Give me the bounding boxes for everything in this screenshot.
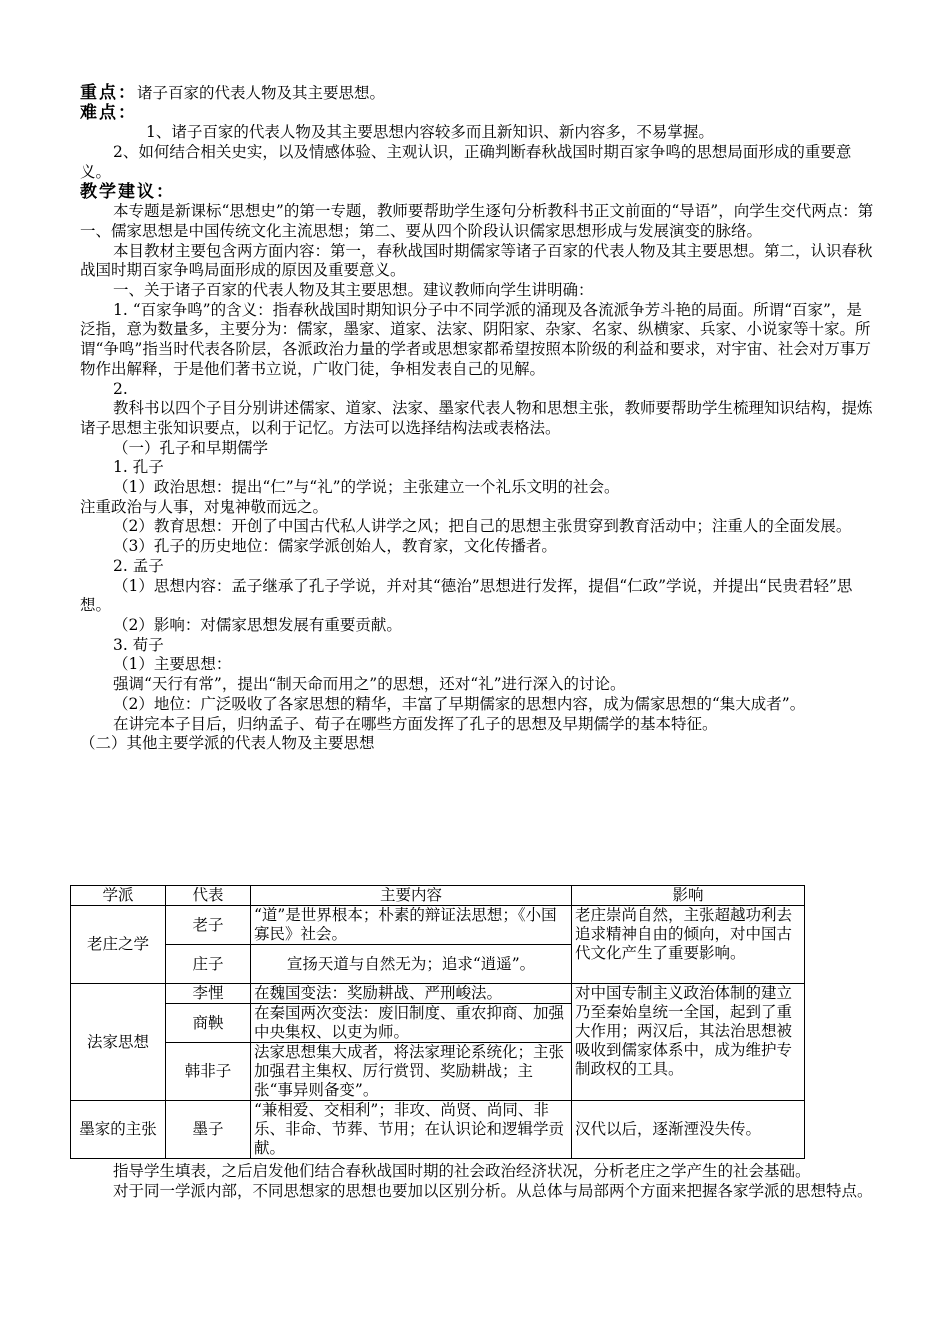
impact-cell: 老庄崇尚自然，主张超越功利去追求精神自由的倾向，对中国古代文化产生了重要影响。 [572,906,805,984]
person-cell: 韩非子 [166,1043,251,1101]
after-table-text [80,1162,875,1201]
table-header: 学派 [71,886,166,906]
table-header-row [71,886,805,906]
xunzi-main: （1）主要思想： [113,655,232,674]
section2-title: （二）其他主要学派的代表人物及主要思想 [80,734,375,753]
section1-title: （一）孔子和早期儒学 [113,438,269,457]
table-header: 代表 [166,886,251,906]
table-row [71,906,805,945]
person-cell: 商鞅 [166,1004,251,1043]
after-paragraph: 对于同一学派内部，不同思想家的思想也要加以区别分析。从总体与局部两个方面来把握各家学派的思想特点。 [113,1181,873,1200]
schools-table [70,885,805,1159]
content-cell: “兼相爱、交相利”；非攻、尚贤、尚同、非乐、非命、节葬、节用；在认识论和逻辑学贡献。 [251,1101,572,1159]
mencius-title: 2. 孟子 [113,556,164,575]
document-body [80,84,875,754]
school-cell: 老庄之学 [71,906,166,984]
person-cell: 李悝 [166,984,251,1004]
xunzi-main-cont: 强调“天行有常”，提出“制天命而用之”的思想，还对“礼”进行深入的讨论。 [113,675,626,694]
confucius-education: （2）教育思想：开创了中国古代私人讲学之风；把自己的思想主张贯穿到教育活动中；注重人的全面发展。 [113,517,852,536]
confucius-politics: （1）政治思想：提出“仁”与“礼”的学说；主张建立一个礼乐文明的社会。 [113,478,620,497]
difficulty-label-line [80,104,875,124]
suggestion-paragraph: 教科书以四个子目分别讲述儒家、道家、法家、墨家代表人物和思想主张，教师要帮助学生梳理知识结构，提炼诸子思想主张知识要点，以利于记忆。方法可以选择结构法或表格法。 [80,399,873,437]
after-paragraph: 指导学生填表，之后启发他们结合春秋战国时期的社会政治经济状况，分析老庄之学产生的社会基础。 [113,1162,811,1180]
suggestion-label: 教学建议： [80,181,175,202]
person-cell: 老子 [166,906,251,945]
content-cell: 在秦国两次变法：废旧制度、重农抑商、加强中央集权、以吏为师。 [251,1004,572,1043]
person-cell: 庄子 [166,945,251,984]
content-cell: 宣扬天道与自然无为；追求“逍遥”。 [251,945,572,984]
table-row [71,1101,805,1159]
person-cell: 墨子 [166,1101,251,1159]
suggestion-paragraph: 一、关于诸子百家的代表人物及其主要思想。建议教师向学生讲明确： [113,281,594,300]
difficulty-item-2: 2、如何结合相关史实，以及情感体验、主观认识，正确判断春秋战国时期百家争鸣的思想局面形成的重要意义。 [80,143,852,181]
suggestion-paragraph: 本专题是新课标“思想史”的第一专题，教师要帮助学生逐句分析教科书正文前面的“导语”，向学生交代两点：第一、儒家思想是中国传统文化主流思想；第二、要从四个阶段认识儒家思想形成与发展演变的脉络。 [80,202,874,240]
confucius-status: （3）孔子的历史地位：儒家学派创始人，教育家，文化传播者。 [113,537,557,556]
confucius-politics-cont: 注重政治与人事，对鬼神敬而远之。 [80,497,329,516]
xunzi-summary: 在讲完本子目后，归纳孟子、荀子在哪些方面发挥了孔子的思想及早期儒学的基本特征。 [113,714,718,733]
mencius-impact: （2）影响：对儒家思想发展有重要贡献。 [113,615,402,634]
focus-line [80,84,875,104]
difficulty-item-1: 1、诸子百家的代表人物及其主要思想内容较多而且新知识、新内容多，不易掌握。 [146,123,714,142]
table-row [71,984,805,1004]
school-cell: 法家思想 [71,984,166,1101]
content-cell: “道”是世界根本；朴素的辩证法思想；《小国寡民》社会。 [251,906,572,945]
school-cell: 墨家的主张 [71,1101,166,1159]
xunzi-title: 3. 荀子 [113,635,164,654]
table-header: 影响 [572,886,805,906]
mencius-content: （1）思想内容：孟子继承了孔子学说，并对其“德治”思想进行发挥，提倡“仁政”学说，并提出“民贵君轻”思想。 [80,576,853,615]
difficulty-label: 难点： [80,102,137,123]
confucius-title: 1. 孔子 [113,458,164,477]
impact-cell: 汉代以后，逐渐湮没失传。 [572,1101,805,1159]
suggestion-paragraph: 2. [113,379,128,398]
table-header: 主要内容 [251,886,572,906]
focus-text: 诸子百家的代表人物及其主要思想。 [137,84,386,102]
content-cell: 法家思想集大成者，将法家理论系统化；主张加强君主集权、厉行赏罚、奖励耕战；主张“事异则备变”。 [251,1043,572,1101]
suggestion-paragraph: 1. “百家争鸣”的含义：指春秋战国时期知识分子中不同学派的涌现及各流派争芳斗艳的局面。所谓“百家”，是泛指，意为数量多，主要分为：儒家，墨家、道家、法家、阴阳家、杂家、名家、纵横家、兵家、小说家等十家。所谓“争鸣”指当时代表各阶层，各派政治力量的学者或思想家都希望按照本阶级的利益和要求，对宇宙、社会对万事万物作出解释，于是他们著书立说，广收门徒，争相发表自己的见解。 [80,300,871,378]
impact-cell: 对中国专制主义政治体制的建立乃至秦始皇统一全国，起到了重大作用；两汉后，其法治思想被吸收到儒家体系中，成为维护专制政权的工具。 [572,984,805,1101]
suggestion-paragraph: 本目教材主要包含两方面内容：第一，春秋战国时期儒家等诸子百家的代表人物及其主要思想。第二，认识春秋战国时期百家争鸣局面形成的原因及重要意义。 [80,241,873,280]
content-cell: 在魏国变法：奖励耕战、严刑峻法。 [251,984,572,1004]
xunzi-status: （2）地位：广泛吸收了各家思想的精华，丰富了早期儒家的思想内容，成为儒家思想的“集大成者”。 [113,694,806,713]
focus-label: 重点： [80,83,137,103]
suggestion-label-line [80,183,875,203]
